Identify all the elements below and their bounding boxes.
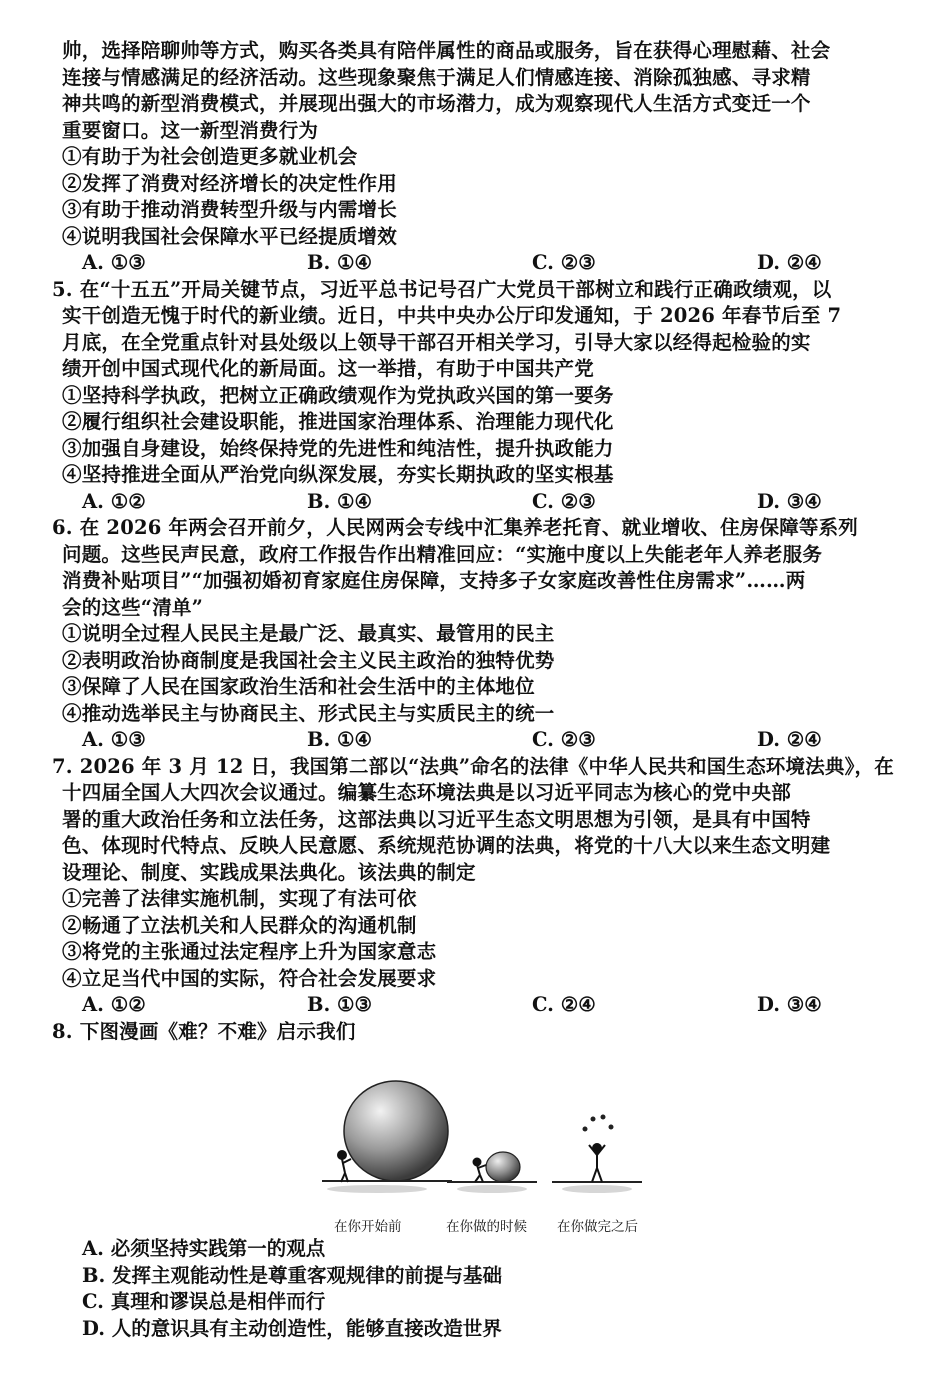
stick-figure-juggling [589,1144,605,1182]
stick-figure-pushing [338,1151,351,1182]
q6-stem-line: 6. 在 2026 年两会召开前夕，人民网两会专线中汇集养老托育、就业增收、住房保障等系列 [52,516,858,539]
q7-stem-line: 十四届全国人大四次会议通过。编纂生态环境法典是以习近平同志为核心的党中央部 [62,781,791,804]
q8-option-a[interactable]: A. 必须坚持实践第一的观点 [82,1237,326,1260]
ground-shadow [562,1185,632,1193]
q7-item: ④立足当代中国的实际，符合社会发展要求 [62,966,437,990]
q6-item: ③保障了人民在国家政治生活和社会生活中的主体地位 [62,675,535,698]
q5-option-d[interactable]: D. ③④ [757,489,822,513]
panel-during [447,1152,537,1193]
big-boulder [344,1081,448,1181]
q5-stem-line: 实干创造无愧于时代的新业绩。近日，中共中央办公厅印发通知，于 2026 年春节后至 7 [62,304,842,327]
stick-figure-rolling [474,1159,487,1183]
q4-stem-line: 重要窗口。这一新型消费行为 [62,118,319,142]
comic-drawing [317,1051,657,1211]
q7-stem-line: 7. 2026 年 3 月 12 日，我国第二部以“法典”命名的法律《中华人民共和国生态环境法典》，在 [52,754,894,778]
q4-stem-line: 连接与情感满足的经济活动。这些现象聚焦于满足人们情感连接、消除孤独感、寻求精 [62,65,811,89]
q7-item: ③将党的主张通过法定程序上升为国家意志 [62,940,437,963]
q6-option-d[interactable]: D. ②④ [757,728,822,751]
q5-item: ③加强自身建设，始终保持党的先进性和纯洁性，提升执政能力 [62,436,614,460]
caption-after: 在你做完之后 [557,1219,638,1235]
q6-item: ②表明政治协商制度是我国社会主义民主政治的独特优势 [62,648,555,672]
q4-item: ①有助于为社会创造更多就业机会 [62,145,358,168]
q6-option-a[interactable]: A. ①③ [82,728,146,751]
question-4 [62,38,918,277]
q8-option-c[interactable]: C. 真理和谬误总是相伴而行 [82,1290,326,1313]
q5-item: ②履行组织社会建设职能，推进国家治理体系、治理能力现代化 [62,410,614,433]
q5-option-b[interactable]: B. ①④ [307,489,373,513]
juggling-balls [583,1115,614,1132]
q8-option-b[interactable]: B. 发挥主观能动性是尊重客观规律的前提与基础 [82,1263,503,1287]
q7-option-d[interactable]: D. ③④ [757,993,822,1016]
q7-option-c[interactable]: C. ②④ [532,993,596,1016]
panel-before [322,1081,452,1193]
q5-item: ①坚持科学执政，把树立正确政绩观作为党执政兴国的第一要务 [62,383,614,407]
small-boulder [486,1152,520,1182]
q6-stem-line: 消费补贴项目”“加强初婚初育家庭住房保障，支持多子女家庭改善性住房需求”……两 [62,569,806,592]
q5-item: ④坚持推进全面从严治党向纵深发展，夯实长期执政的坚实根基 [62,463,614,486]
q4-option-a[interactable]: A. ①③ [82,251,146,274]
q8-stem: 8. 下图漫画《难？不难》启示我们 [52,1019,356,1043]
q4-options [62,250,918,277]
question-7 [52,754,918,1019]
q5-stem-line: 月底，在全党重点针对县处级以上领导干部召开相关学习，引导大家以经得起检验的实 [62,330,811,354]
q7-item: ①完善了法律实施机制，实现了有法可依 [62,887,417,910]
q6-stem-line: 问题。这些民声民意，政府工作报告作出精准回应：“实施中度以上失能老年人养老服务 [62,542,823,566]
ground-shadow [457,1185,527,1193]
q6-item: ①说明全过程人民民主是最广泛、最真实、最管用的民主 [62,622,555,645]
q4-item: ③有助于推动消费转型升级与内需增长 [62,198,397,221]
question-5 [52,277,918,516]
question-6 [52,515,918,754]
q7-item: ②畅通了立法机关和人民群众的沟通机制 [62,913,417,937]
q4-stem-line: 神共鸣的新型消费模式，并展现出强大的市场潜力，成为观察现代人生活方式变迁一个 [62,92,811,115]
q7-stem-line: 色、体现时代特点、反映人民意愿、系统规范协调的法典，将党的十八大以来生态文明建 [62,834,831,857]
q5-stem-line: 绩开创中国式现代化的新局面。这一举措，有助于中国共产党 [62,357,594,380]
q7-stem-line: 署的重大政治任务和立法任务，这部法典以习近平生态文明思想为引领，是具有中国特 [62,807,811,831]
q7-option-b[interactable]: B. ①③ [307,993,373,1016]
q7-stem-line: 设理论、制度、实践成果法典化。该法典的制定 [62,860,476,884]
page-content [52,38,918,1342]
q6-item: ④推动选举民主与协商民主、形式民主与实质民主的统一 [62,701,555,725]
q5-option-a[interactable]: A. ①② [82,489,146,513]
q7-option-a[interactable]: A. ①② [82,993,146,1016]
caption-before: 在你开始前 [334,1219,402,1235]
q5-option-c[interactable]: C. ②③ [532,489,596,513]
q4-option-b[interactable]: B. ①④ [307,251,373,274]
q4-item: ④说明我国社会保障水平已经提质增效 [62,224,397,248]
q5-stem-line: 5. 在“十五五”开局关键节点，习近平总书记号召广大党员干部树立和践行正确政绩观，以 [52,277,832,301]
q4-option-c[interactable]: C. ②③ [532,251,596,274]
question-8 [52,1019,918,1343]
q4-stem-line: 帅，选择陪聊帅等方式，购买各类具有陪伴属性的商品或服务，旨在获得心理慰藉、社会 [62,39,831,62]
panel-after [552,1115,642,1194]
ground-shadow [327,1185,427,1193]
q6-options [62,727,918,754]
q4-option-d[interactable]: D. ②④ [757,251,822,274]
q6-stem-line: 会的这些“清单” [62,595,204,619]
q5-options [62,489,918,516]
q6-option-b[interactable]: B. ①④ [307,728,373,751]
q6-option-c[interactable]: C. ②③ [532,728,596,751]
comic-illustration [62,1051,918,1236]
q4-item: ②发挥了消费对经济增长的决定性作用 [62,171,397,195]
q8-option-d[interactable]: D. 人的意识具有主动创造性，能够直接改造世界 [82,1316,502,1340]
q7-options [62,992,918,1019]
caption-during: 在你做的时候 [446,1219,527,1235]
